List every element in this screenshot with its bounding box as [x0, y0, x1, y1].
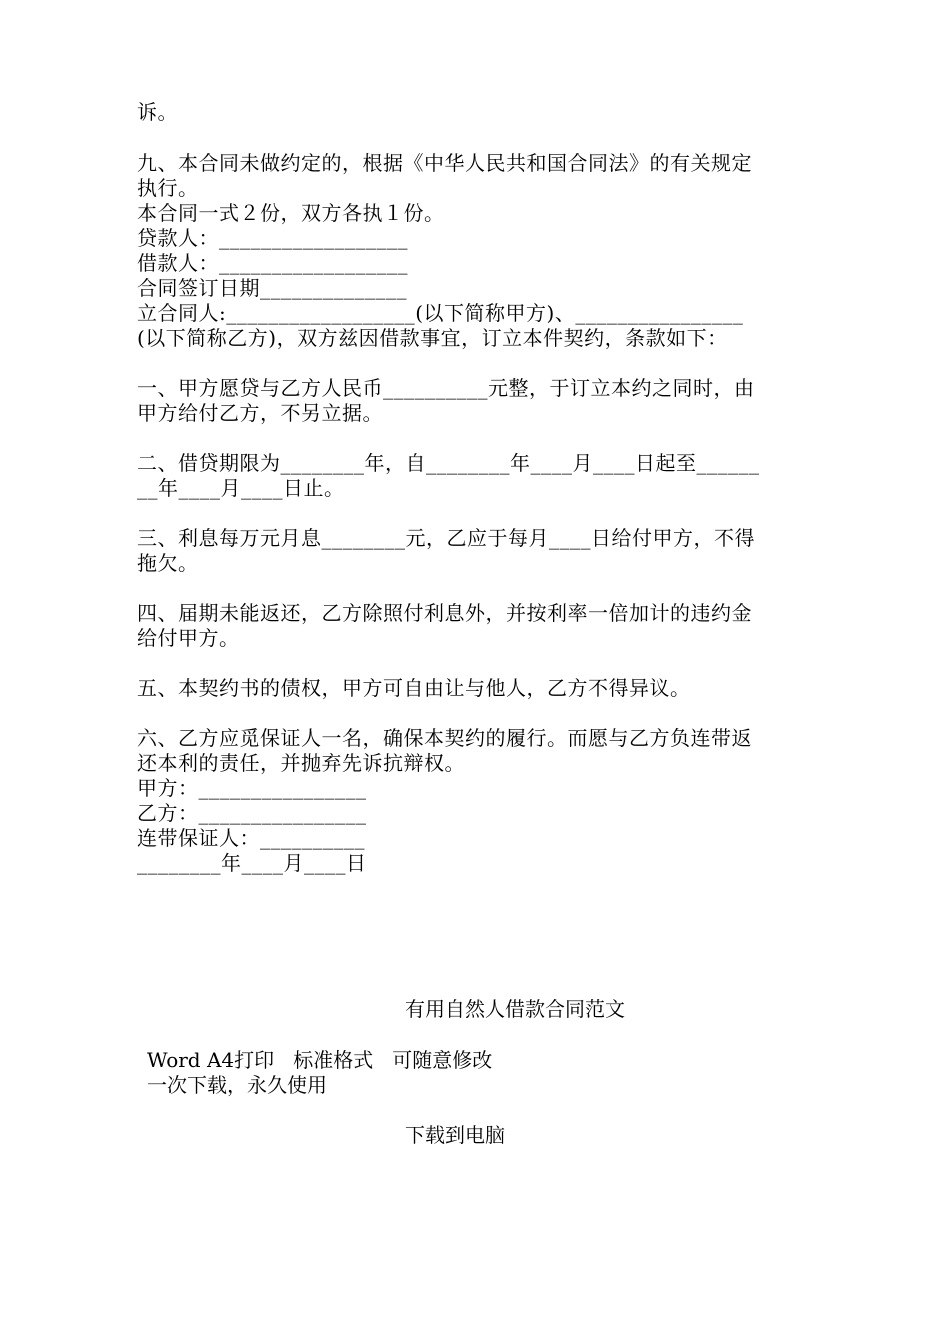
clause-1-cont: 甲方给付乙方，不另立据。 [137, 401, 383, 425]
clause-4: 四、届期未能返还，乙方除照付利息外，并按利率一倍加计的违约金 [137, 601, 752, 625]
clause-1: 一、甲方愿贷与乙方人民币__________元整，于订立本约之同时，由 [137, 376, 755, 400]
clause-5: 五、本契约书的债权，甲方可自由让与他人，乙方不得异议。 [137, 676, 691, 700]
clause-3: 三、利息每万元月息________元，乙应于每月____日给付甲方，不得 [137, 526, 755, 550]
text-line: 九、本合同未做约定的，根据《中华人民共和国合同法》的有关规定 [137, 151, 752, 175]
clause-2: 二、借贷期限为________年，自________年____月____日起至______ [137, 451, 760, 475]
clause-6: 六、乙方应觅保证人一名，确保本契约的履行。而愿与乙方负连带返 [137, 726, 752, 750]
footer-usage: 一次下载，永久使用 [147, 1073, 327, 1097]
text-line: 立合同人:__________________(以下简称甲方)、________________ [137, 301, 744, 325]
lender-line: 贷款人：__________________ [137, 226, 408, 250]
clause-6-cont: 还本利的责任，并抛弃先诉抗辩权。 [137, 751, 465, 775]
text-line: (以下简称乙方)，双方兹因借款事宜，订立本件契约，条款如下： [137, 326, 728, 350]
sign-date-line: 合同签订日期______________ [137, 276, 407, 300]
party-a-signature: 甲方：________________ [137, 776, 367, 800]
clause-4-cont: 给付甲方。 [137, 626, 240, 650]
text-line: 本合同一式２份，双方各执１份。 [137, 201, 445, 225]
text-line: 诉。 [137, 100, 178, 124]
guarantor-signature: 连带保证人：__________ [137, 826, 365, 850]
signature-date: ________年____月____日 [137, 851, 367, 875]
footer-features: Word A4打印 标准格式 可随意修改 [147, 1048, 493, 1072]
borrower-line: 借款人：__________________ [137, 251, 408, 275]
clause-2-cont: __年____月____日止。 [137, 476, 345, 500]
text-line: 执行。 [137, 176, 199, 200]
clause-3-cont: 拖欠。 [137, 551, 199, 575]
party-b-signature: 乙方：________________ [137, 801, 367, 825]
download-button[interactable]: 下载到电脑 [405, 1123, 505, 1147]
footer-title: 有用自然人借款合同范文 [405, 997, 625, 1021]
